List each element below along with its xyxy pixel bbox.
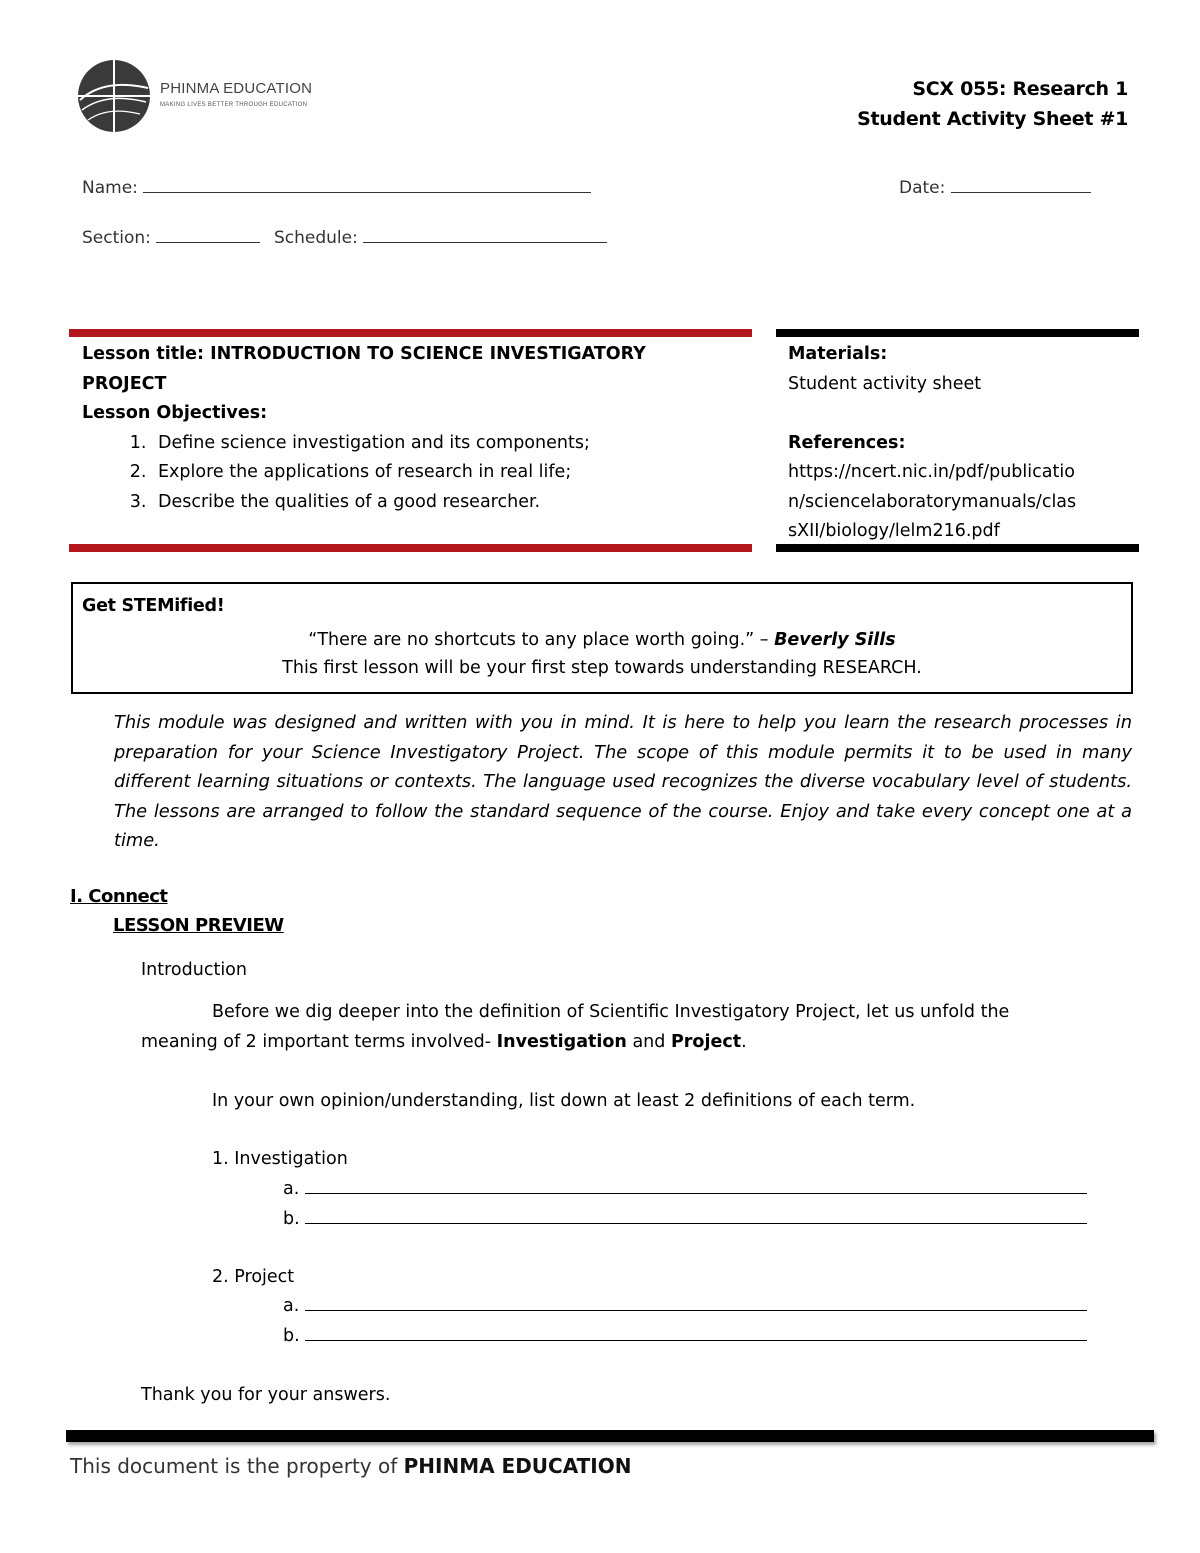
introduction-label: Introduction (141, 960, 247, 980)
stem-quote-block (71, 626, 1133, 682)
lesson-top-bar (69, 329, 752, 337)
answer-letter: b. (283, 1326, 300, 1346)
logo-tagline: MAKING LIVES BETTER THROUGH EDUCATION (160, 102, 308, 108)
section-blank[interactable] (156, 228, 260, 243)
sheet-title: Student Activity Sheet #1 (857, 108, 1128, 130)
materials-info (788, 340, 1133, 547)
logo-globe-icon (74, 58, 154, 138)
answer-blank[interactable] (305, 1205, 1087, 1224)
materials-top-bar (776, 329, 1139, 337)
para-text: meaning of 2 important terms involved- (141, 1032, 492, 1052)
answer-blank[interactable] (305, 1175, 1087, 1194)
quote-text: “There are no shortcuts to any place worth going.” – (308, 630, 769, 650)
answer-blank[interactable] (305, 1322, 1087, 1341)
footer-owner: PHINMA EDUCATION (403, 1454, 632, 1478)
answer-blank[interactable] (305, 1292, 1087, 1311)
objective-item: 1. Define science investigation and its components; (152, 429, 742, 459)
course-code: SCX 055: Research 1 (912, 78, 1128, 100)
date-field[interactable] (899, 178, 1091, 198)
answer-letter: b. (283, 1209, 300, 1229)
answer-row[interactable] (283, 1175, 1087, 1205)
course-header (857, 74, 1128, 134)
lesson-info (82, 340, 742, 517)
objective-item: 3. Describe the qualities of a good researcher. (152, 488, 742, 518)
answer-letter: a. (283, 1296, 300, 1316)
objective-item: 2. Explore the applications of research in real life; (152, 458, 742, 488)
module-description: This module was designed and written with you in mind. It is here to help you learn the research processes in preparation for your Science Investigatory Project. The scope of this module permits it to be used in many different learning situations or contexts. The language used recognizes the diverse vocabulary level of students. The lessons are arranged to follow the standard sequence of the course. Enjoy and take every concept one at a time. (114, 712, 1132, 851)
schedule-blank[interactable] (363, 228, 607, 243)
answer-row[interactable] (283, 1205, 1087, 1235)
quote-author: Beverly Sills (774, 630, 896, 650)
stem-quote (71, 626, 1133, 654)
footer-bar (66, 1430, 1154, 1442)
schedule-label: Schedule: (274, 228, 358, 248)
term-project: Project (670, 1032, 742, 1052)
intro-paragraph-line2 (141, 1028, 1131, 1058)
logo (74, 58, 334, 138)
answer-row[interactable] (283, 1322, 1087, 1352)
footer-text: This document is the property of (70, 1454, 398, 1478)
lesson-bottom-bar (69, 544, 752, 552)
para-period: . (741, 1032, 747, 1052)
references-label: References: (788, 432, 906, 453)
stem-title: Get STEMified! (82, 596, 225, 616)
connect-heading: I. Connect (70, 886, 168, 907)
reference-line[interactable]: https://ncert.nic.in/pdf/publicatio (788, 462, 1075, 482)
name-label: Name: (82, 178, 138, 198)
name-field[interactable] (82, 178, 591, 198)
materials-label: Materials: (788, 344, 888, 364)
instruction-text: In your own opinion/understanding, list down at least 2 definitions of each term. (212, 1091, 916, 1111)
materials-value: Student activity sheet (788, 373, 982, 394)
answer-letter: a. (283, 1179, 300, 1199)
intro-paragraph-line1: Before we dig deeper into the definition of Scientific Investigatory Project, let us unfold the (212, 1002, 1010, 1022)
section-label: Section: (82, 228, 151, 248)
stem-intro: This first lesson will be your first step towards understanding RESEARCH. (282, 658, 922, 678)
thanks-text: Thank you for your answers. (141, 1385, 391, 1405)
para-and: and (632, 1032, 666, 1052)
objectives-label: Lesson Objectives: (82, 403, 268, 423)
lesson-title (82, 340, 742, 399)
objectives-list (82, 429, 742, 518)
lesson-title-line2: PROJECT (82, 373, 167, 394)
answer-row[interactable] (283, 1292, 1087, 1322)
footer (70, 1454, 631, 1478)
date-blank[interactable] (951, 178, 1091, 193)
section-field[interactable] (82, 228, 260, 248)
reference-line[interactable]: sXII/biology/lelm216.pdf (788, 521, 1000, 541)
item-project: 2. Project (212, 1267, 295, 1287)
term-investigation: Investigation (496, 1032, 627, 1052)
logo-name: PHINMA EDUCATION (160, 80, 313, 97)
lesson-title-label: Lesson title: (82, 344, 205, 364)
name-blank[interactable] (143, 178, 591, 193)
reference-line[interactable]: n/sciencelaboratorymanuals/clas (788, 491, 1077, 512)
lesson-preview-heading: LESSON PREVIEW (113, 915, 284, 936)
item-investigation: 1. Investigation (212, 1149, 348, 1169)
reference-link[interactable] (788, 458, 1133, 547)
schedule-field[interactable] (274, 228, 607, 248)
lesson-title-line1: INTRODUCTION TO SCIENCE INVESTIGATORY (210, 344, 646, 364)
date-label: Date: (899, 178, 946, 198)
